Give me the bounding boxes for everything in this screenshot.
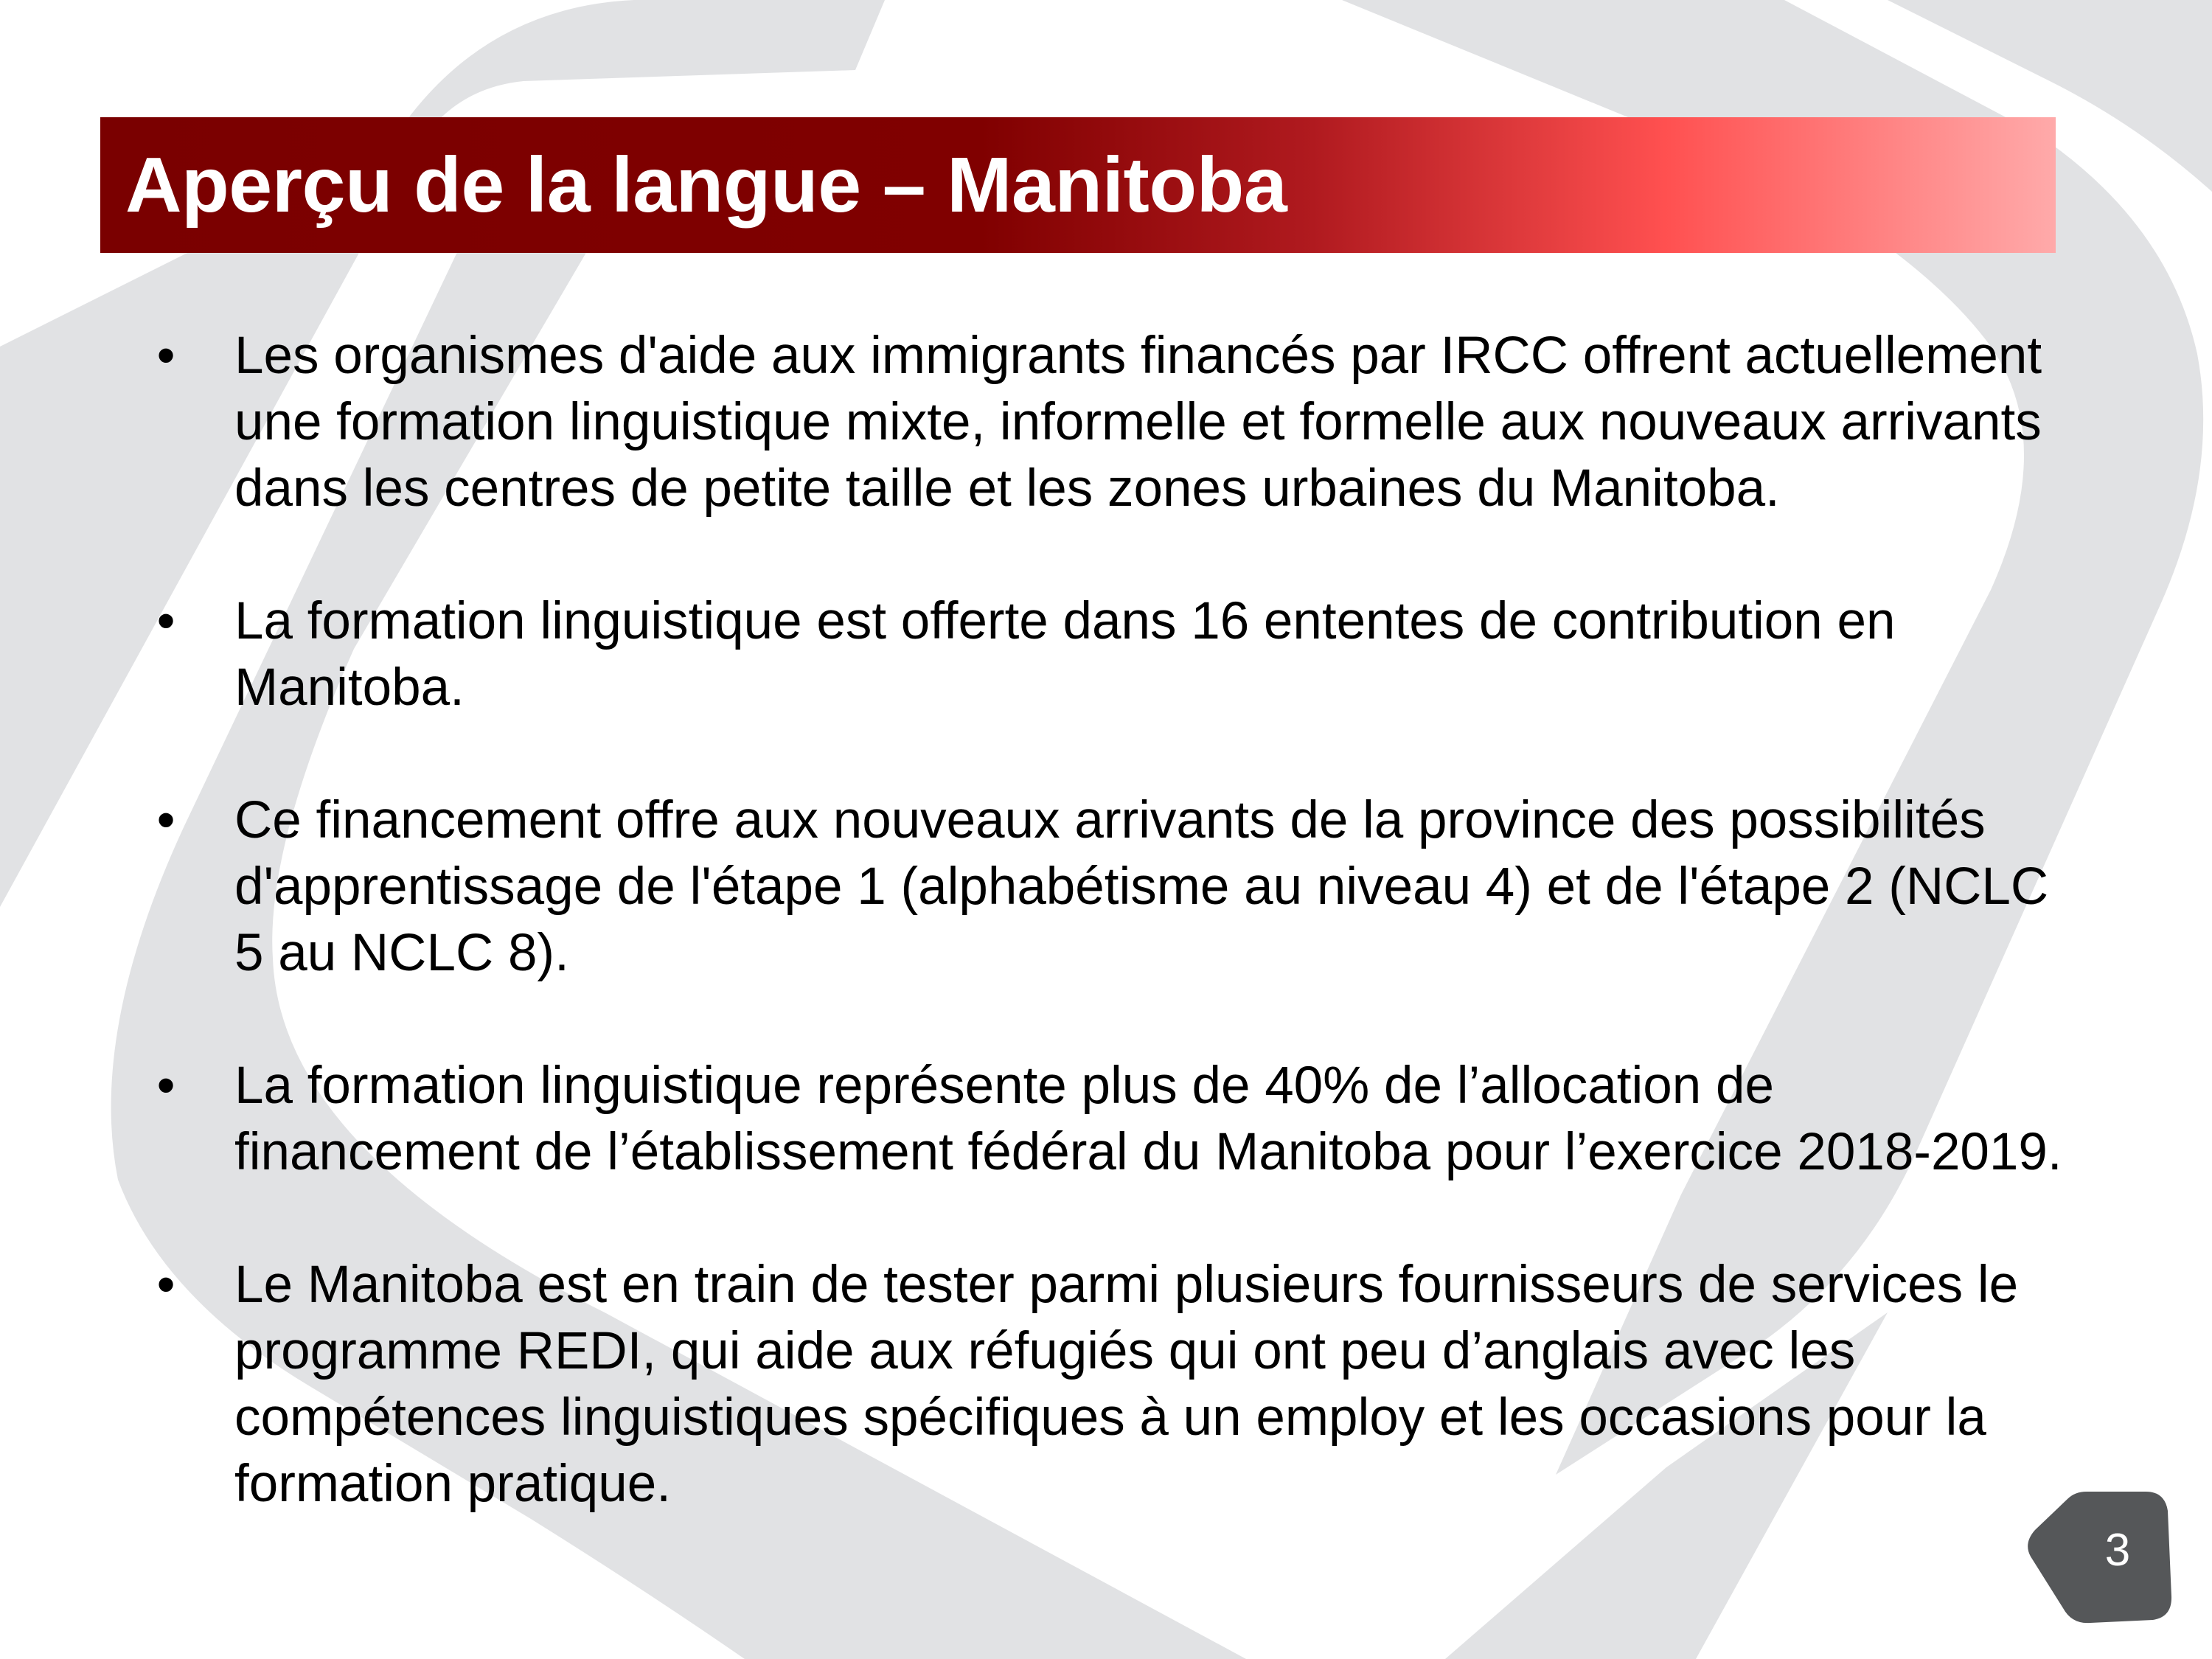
bullet-item [151,323,2063,522]
bullet-item [151,1252,2063,1517]
bullet-dot: • [156,791,175,849]
bullet-text: Les organismes d'aide aux immigrants financés par IRCC offrent actuellement une formation linguistique mixte, informelle et formelle aux nouveaux arrivants dans les centres de petite taille et les zones urbaines du Manitoba. [234,327,2042,518]
bullet-list [151,323,2068,1584]
bullet-item [151,588,2063,721]
bullet-dot: • [156,592,175,650]
slide-title: Aperçu de la langue – Manitoba [125,142,1287,229]
bullet-item [151,1053,2063,1186]
page-number: 3 [2104,1525,2131,1576]
bullet-text: La formation linguistique est offerte dans 16 ententes de contribution en Manitoba. [234,592,1896,717]
bullet-dot: • [156,1057,175,1115]
bullet-dot: • [156,1256,175,1314]
bullet-item [151,787,2063,987]
bullet-text: Le Manitoba est en train de tester parmi plusieurs fournisseurs de services le programme REDI, qui aide aux réfugiés qui ont peu d’anglais avec les compétences linguistiques spécifiques à un employ et les occasions pour la formation pratique. [234,1256,2019,1513]
title-bar [100,117,2056,253]
bullet-text: La formation linguistique représente plus de 40% de l’allocation de financement de l’établissement fédéral du Manitoba pour l’exercice 2018-2019. [234,1057,2062,1181]
bullet-text: Ce financement offre aux nouveaux arrivants de la province des possibilités d'apprentissage de l'étape 1 (alphabétisme au niveau 4) et de l'étape 2 (NCLC 5 au NCLC 8). [234,791,2049,982]
bullet-dot: • [156,327,175,385]
